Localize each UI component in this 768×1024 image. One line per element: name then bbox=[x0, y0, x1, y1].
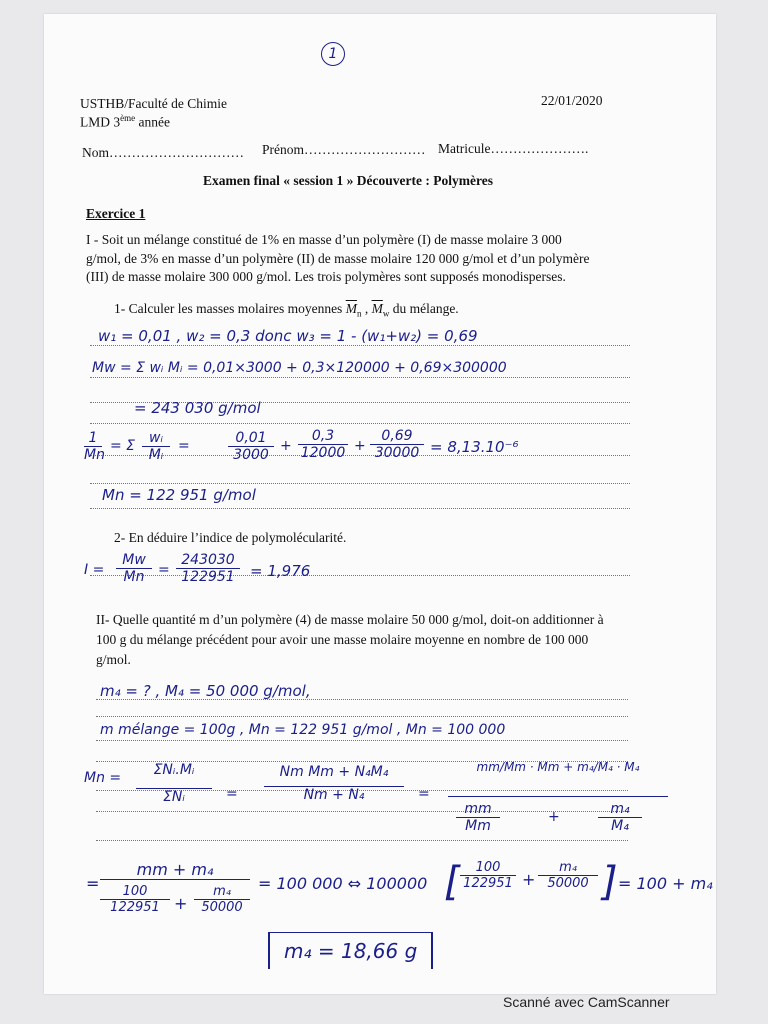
hw-mn-derivation: Mn = ΣNᵢ.Mᵢ ΣNᵢ = Nm Mm + N₄M₄ Nm + N₄ = mm/Mm · Mm + m₄/M₄ · M₄ mm Mm + m₄ M₄ bbox=[84, 756, 684, 852]
page-number: 1 bbox=[321, 42, 345, 66]
hw-mw-formula: Mw = Σ wᵢ Mᵢ = 0,01×3000 + 0,3×120000 + 0,69×300000 bbox=[92, 360, 507, 376]
final-answer: m₄ = 18,66 g bbox=[268, 932, 433, 969]
answer-line bbox=[90, 345, 630, 346]
part2-line-3: g/mol. bbox=[96, 652, 131, 667]
exam-title: Examen final « session 1 » Découverte : Polymères bbox=[203, 173, 493, 188]
nom-field: Nom………………………… bbox=[82, 145, 244, 160]
answer-line bbox=[96, 716, 628, 717]
exercise-heading: Exercice 1 bbox=[86, 206, 146, 221]
hw-givens: m₄ = ? , M₄ = 50 000 g/mol, bbox=[100, 682, 311, 700]
answer-line bbox=[90, 483, 630, 484]
hw-mn-result: Mn = 122 951 g/mol bbox=[102, 486, 256, 504]
part2-line-2: 100 g du mélange précédent pour avoir une masse molaire moyenne en nombre de 100 000 bbox=[96, 632, 589, 647]
hw-inverse-mn: 1 Mn = Σ wᵢ Mᵢ = 0,01 3000 + 0,3 12000 + 0,69 30000 = 8,13.10⁻⁶ bbox=[84, 428, 519, 463]
level: LMD 3ème année bbox=[80, 113, 170, 130]
institution: USTHB/Faculté de Chimie bbox=[80, 96, 227, 111]
answer-line bbox=[90, 423, 630, 424]
answer-line bbox=[96, 740, 628, 741]
prenom-field: Prénom……………………… bbox=[262, 142, 426, 157]
hw-mass-fractions: w₁ = 0,01 , w₂ = 0,3 donc w₃ = 1 - (w₁+w₂) = 0,69 bbox=[98, 327, 478, 345]
question-1: 1- Calculer les masses molaires moyennes $\overline{M}_n$ , $\overline{M}_w$ du mélange. bbox=[114, 301, 459, 319]
part1-line-3: (III) de masse molaire 300 000 g/mol. Les trois polymères sont supposés monodisperses. bbox=[86, 269, 566, 284]
hw-mw-result: = 243 030 g/mol bbox=[134, 399, 261, 417]
answer-line bbox=[90, 508, 630, 509]
exam-date: 22/01/2020 bbox=[541, 93, 603, 108]
matricule-field: Matricule…………………. bbox=[438, 141, 589, 156]
part2-line-1: II- Quelle quantité m d’un polymère (4) de masse molaire 50 000 g/mol, doit-on additionner à bbox=[96, 612, 604, 627]
hw-final-equation: = mm + m₄ 100 122951 + m₄ 50000 = 100 000 ⇔ 100000 [ 100 122951 + m₄ 50000 ] = 100 + m₄ bbox=[86, 860, 716, 940]
part1-line-1: I - Soit un mélange constitué de 1% en masse d’un polymère (I) de masse molaire 3 000 bbox=[86, 232, 562, 247]
question-2: 2- En déduire l’indice de polymolécularité. bbox=[114, 530, 347, 545]
answer-line bbox=[90, 377, 630, 378]
hw-polydispersity: I = Mw Mn = 243030 122951 = 1,976 bbox=[84, 552, 311, 585]
scanner-footer: Scanné avec CamScanner bbox=[503, 994, 670, 1010]
part1-line-2: g/mol, de 3% en masse d’un polymère (II) de masse molaire 120 000 g/mol et d’un polymère bbox=[86, 251, 590, 266]
hw-givens-2: m mélange = 100g , Mn = 122 951 g/mol , Mn = 100 000 bbox=[100, 722, 506, 738]
